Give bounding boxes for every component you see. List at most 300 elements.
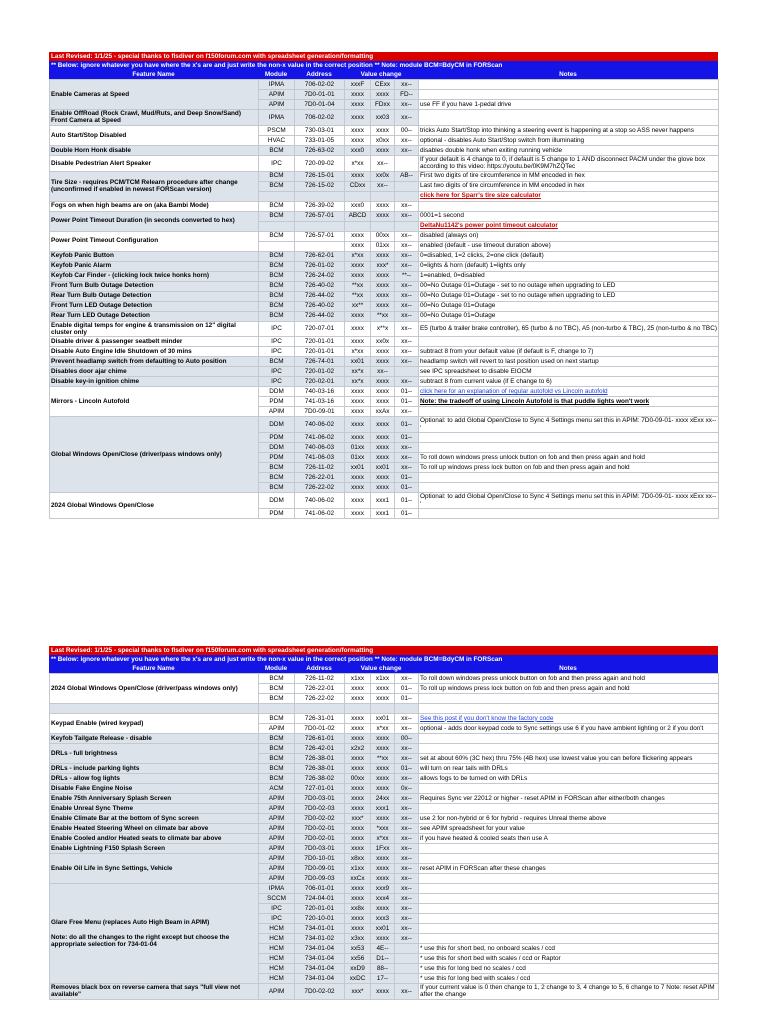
module-cell: BCM xyxy=(259,281,295,291)
notes-cell xyxy=(419,493,719,509)
value-cell: xxxx xyxy=(345,171,371,181)
table-row xyxy=(50,201,719,211)
value-cell: xx-- xyxy=(395,443,419,453)
notes-cell xyxy=(419,964,719,974)
address-cell: 740-06-02 xyxy=(295,417,345,433)
notes-cell xyxy=(419,321,719,337)
module-cell: PSCM xyxy=(259,125,295,135)
address-cell: 726-15-02 xyxy=(295,181,345,191)
value-cell: xxxx xyxy=(371,473,395,483)
value-cell: xx** xyxy=(345,301,371,311)
notes-cell xyxy=(419,764,719,774)
notes-text: headlamp switch will revert to last position used on next startup xyxy=(420,358,599,366)
value-cell xyxy=(371,704,395,714)
module-cell: APIM xyxy=(259,984,295,1000)
notes-text: use FF if you have 1-pedal drive xyxy=(420,100,512,108)
module-cell: BCM xyxy=(259,744,295,754)
value-cell: xx*x xyxy=(345,377,371,387)
value-cell: xx-- xyxy=(395,714,419,724)
table-row xyxy=(50,321,719,337)
module-cell: BCM xyxy=(259,473,295,483)
value-cell: xxCx xyxy=(345,874,371,884)
notes-cell xyxy=(419,337,719,347)
address-cell: 726-22-02 xyxy=(295,694,345,704)
value-cell: xx-- xyxy=(395,291,419,301)
address-cell xyxy=(295,704,345,714)
feature-name-cell: Enable Cooled and/or Heated seats to climate bar above xyxy=(50,834,259,844)
value-cell: xxxx xyxy=(345,834,371,844)
notes-cell xyxy=(419,397,719,407)
value-cell: xx-- xyxy=(395,407,419,417)
table-row xyxy=(50,311,719,321)
value-cell: xx56 xyxy=(345,954,371,964)
address-cell: 724-04-01 xyxy=(295,894,345,904)
address-cell: 726-62-01 xyxy=(295,251,345,261)
value-cell: 01-- xyxy=(395,417,419,433)
value-cell: xxxx xyxy=(371,251,395,261)
module-cell: BCM xyxy=(259,774,295,784)
notes-cell xyxy=(419,387,719,397)
address-cell: 7D0-02-01 xyxy=(295,834,345,844)
value-cell xyxy=(395,944,419,954)
table-row xyxy=(50,125,719,135)
notes-cell xyxy=(419,211,719,221)
address-cell: 726-38-01 xyxy=(295,764,345,774)
notes-text: 0=disabled, 1=2 clicks, 2=one click (default) xyxy=(420,252,544,260)
notes-cell xyxy=(419,734,719,744)
value-cell: xxxx xyxy=(371,357,395,367)
address-cell: 727-01-01 xyxy=(295,784,345,794)
address-cell: 720-01-01 xyxy=(295,347,345,357)
module-cell: BCM xyxy=(259,754,295,764)
value-cell: xxxx xyxy=(345,321,371,337)
module-cell: IPC xyxy=(259,914,295,924)
notes-text: see APIM spreadsheet for your value xyxy=(420,824,525,832)
module-cell: ACM xyxy=(259,784,295,794)
value-cell: xxxx xyxy=(371,984,395,1000)
notes-cell xyxy=(419,135,719,145)
notes-text: optional - adds door keypad code to Sync settings use 6 if you have ambient lighting or 2 if you don't xyxy=(420,724,704,732)
notes-text: optional - disables Auto Start/Stop switch from illuminating xyxy=(420,136,585,144)
address-cell: 720-01-01 xyxy=(295,904,345,914)
notes-text: 00=No Outage 01=Outage xyxy=(420,302,496,310)
table-row xyxy=(50,714,719,724)
notes-cell xyxy=(419,125,719,135)
value-cell: xxxF xyxy=(345,80,371,90)
value-cell: 1Fxx xyxy=(371,844,395,854)
value-cell: 01-- xyxy=(395,397,419,407)
address-cell: 720-09-02 xyxy=(295,155,345,171)
address-cell: 741-03-16 xyxy=(295,397,345,407)
feature-name-cell: Enable Climate Bar at the bottom of Sync screen xyxy=(50,814,259,824)
address-cell: 741-06-02 xyxy=(295,509,345,519)
notes-text: Optional: to add Global Open/Close to Sync 4 Settings menu set this in APIM: 7D0-09-01- xxxx xExx xx--' xyxy=(420,417,717,432)
notes-cell xyxy=(419,483,719,493)
value-cell: xxxx xyxy=(371,854,395,864)
value-cell: 4E-- xyxy=(371,944,395,954)
value-cell: xxxx xyxy=(371,301,395,311)
notes-text: To roll up windows press lock button on fob and then press again and hold xyxy=(420,684,630,692)
address-cell: 726-42-01 xyxy=(295,744,345,754)
module-cell: PDM xyxy=(259,433,295,443)
value-cell: xxxx xyxy=(371,125,395,135)
value-cell: xxxx xyxy=(345,914,371,924)
value-cell: xx-- xyxy=(395,301,419,311)
address-cell: 734-01-04 xyxy=(295,964,345,974)
module-cell: HVAC xyxy=(259,135,295,145)
value-cell: xx-- xyxy=(395,894,419,904)
module-cell: BCM xyxy=(259,291,295,301)
address-cell: 720-01-02 xyxy=(295,367,345,377)
feature-name-header: Feature Name xyxy=(132,665,175,672)
feature-name-cell: Double Horn Honk disable xyxy=(50,145,259,155)
notes-text: Requires Sync ver 22012 or higher - reset APIM in FORScan after either/both changes xyxy=(420,794,665,802)
module-cell: BCM xyxy=(259,674,295,684)
value-cell: xx-- xyxy=(395,844,419,854)
value-cell: x*xx xyxy=(345,251,371,261)
value-cell: xx-- xyxy=(395,744,419,754)
module-cell: BCM xyxy=(259,463,295,473)
value-cell: xxxx xyxy=(371,271,395,281)
value-cell: xxx4 xyxy=(371,894,395,904)
value-cell: 01xx xyxy=(345,443,371,453)
notes-cell xyxy=(419,784,719,794)
value-cell: 17-- xyxy=(371,974,395,984)
notes-link[interactable]: See this post if you don't know the factory code xyxy=(420,714,554,722)
address-cell: 726-38-02 xyxy=(295,774,345,784)
value-cell: xxxx xyxy=(371,764,395,774)
notes-link[interactable]: click here for Sparr's tire size calculator xyxy=(420,192,541,200)
notes-link[interactable]: DeltaNu1142's power point timeout calculator xyxy=(420,222,558,230)
module-cell: APIM xyxy=(259,824,295,834)
value-cell xyxy=(395,155,419,171)
notes-cell xyxy=(419,874,719,884)
notes-text: allows fogs to be turned on with DRLs xyxy=(420,774,528,782)
value-cell: xxxx xyxy=(371,417,395,433)
value-cell: xxxx xyxy=(345,694,371,704)
address-cell: 726-40-02 xyxy=(295,301,345,311)
notes-cell xyxy=(419,231,719,241)
notes-cell xyxy=(419,984,719,1000)
table-row xyxy=(50,744,719,754)
value-cell: xxxx xyxy=(345,754,371,764)
value-cell: xxxx xyxy=(345,714,371,724)
module-cell: BCM xyxy=(259,764,295,774)
notes-cell xyxy=(419,463,719,473)
value-cell: xxxx xyxy=(371,453,395,463)
feature-name-cell: Power Point Timeout Duration (in seconds converted to hex) xyxy=(50,211,259,231)
last-revised-banner: Last Revised: 1/1/25 - special thanks to flsdiver on f150forum.com with spreadsheet generation/formatting xyxy=(49,646,718,655)
notes-cell xyxy=(419,473,719,483)
value-cell: xxxx xyxy=(345,433,371,443)
value-cell: xxxx xyxy=(345,397,371,407)
value-cell: xx-- xyxy=(395,251,419,261)
address-cell: 720-02-01 xyxy=(295,377,345,387)
value-cell: xxxx xyxy=(345,684,371,694)
feature-name-cell: Auto Start/Stop Disabled xyxy=(50,125,259,145)
notes-header: Notes xyxy=(559,665,577,672)
value-cell: xx-- xyxy=(395,231,419,241)
value-cell: xxxx xyxy=(371,281,395,291)
value-cell: xx-- xyxy=(395,884,419,894)
notes-cell xyxy=(419,201,719,211)
value-cell: 01-- xyxy=(395,694,419,704)
feature-name-cell: Power Point Timeout Configuration xyxy=(50,231,259,251)
table-row xyxy=(50,784,719,794)
notes-cell xyxy=(419,433,719,443)
value-cell: xxxx xyxy=(371,774,395,784)
feature-name-cell: Keyfob Panic Button xyxy=(50,251,259,261)
value-cell: xxxx xyxy=(345,734,371,744)
notes-cell xyxy=(419,924,719,934)
notes-text: First two digits of tire circumference in MM encoded in hex xyxy=(420,172,585,180)
feature-name-cell: Fogs on when high beams are on (aka Bambi Mode) xyxy=(50,201,259,211)
feature-name-cell: Enable 75th Anniversary Splash Screen xyxy=(50,794,259,804)
value-cell: xxxx xyxy=(371,784,395,794)
value-cell: x8xx xyxy=(345,854,371,864)
value-cell: xx-- xyxy=(395,357,419,367)
table-row xyxy=(50,417,719,433)
address-cell: 726-11-02 xyxy=(295,674,345,684)
value-cell: xxxx xyxy=(345,387,371,397)
value-cell: xxxx xyxy=(345,135,371,145)
value-cell: xxxx xyxy=(345,417,371,433)
module-cell: BCM xyxy=(259,483,295,493)
value-cell: xxxx xyxy=(371,433,395,443)
notes-text: 00=No Outage 01=Outage xyxy=(420,312,496,320)
value-cell: xxx0 xyxy=(345,201,371,211)
address-cell xyxy=(295,241,345,251)
value-cell: 00-- xyxy=(395,734,419,744)
module-cell: IPC xyxy=(259,155,295,171)
value-cell xyxy=(371,191,395,201)
value-cell: xx-- xyxy=(395,281,419,291)
value-cell: xxxx xyxy=(345,884,371,894)
module-cell: PDM xyxy=(259,509,295,519)
value-cell: xx01 xyxy=(345,463,371,473)
notes-text: Last two digits of tire circumference in MM encoded in hex xyxy=(420,182,585,190)
value-cell: xx-- xyxy=(395,904,419,914)
module-cell: BCM xyxy=(259,311,295,321)
value-cell: xx-- xyxy=(395,211,419,221)
address-cell: 726-24-02 xyxy=(295,271,345,281)
address-cell: 7D0-02-01 xyxy=(295,824,345,834)
notes-cell xyxy=(419,417,719,433)
module-cell: APIM xyxy=(259,804,295,814)
value-cell: xx-- xyxy=(395,347,419,357)
address-cell: 720-01-01 xyxy=(295,337,345,347)
address-cell: 726-74-01 xyxy=(295,357,345,367)
notes-cell xyxy=(419,914,719,924)
module-cell: PDM xyxy=(259,453,295,463)
value-cell: xxxx xyxy=(345,509,371,519)
value-cell: xxx0 xyxy=(345,145,371,155)
notes-text: * use this for short bed, no onboard scales / ccd xyxy=(420,944,555,952)
module-cell: IPMA xyxy=(259,110,295,126)
column-header-row xyxy=(49,664,718,673)
table-row xyxy=(50,884,719,894)
feature-name-cell xyxy=(50,704,259,714)
address-cell: 726-44-02 xyxy=(295,311,345,321)
notes-text: see IPC spreadsheet to disable EIOCM xyxy=(420,368,532,376)
value-cell: D1-- xyxy=(371,954,395,964)
table-row xyxy=(50,824,719,834)
table-row xyxy=(50,110,719,126)
value-cell: xx-- xyxy=(395,824,419,834)
notes-text: use 2 for non-hybrid or 6 for hybrid - requires Unreal theme above xyxy=(420,814,607,822)
value-cell: CExx xyxy=(371,80,395,90)
value-cell: xx-- xyxy=(371,181,395,191)
value-cell: xx-- xyxy=(395,241,419,251)
value-cell: xx-- xyxy=(395,834,419,844)
table-row xyxy=(50,337,719,347)
value-cell: xxxx xyxy=(371,864,395,874)
value-cell xyxy=(345,704,371,714)
value-cell: xx-- xyxy=(395,914,419,924)
module-cell: IPC xyxy=(259,337,295,347)
notes-cell xyxy=(419,191,719,201)
address-cell: 7D0-01-01 xyxy=(295,90,345,100)
address-cell: 726-15-01 xyxy=(295,171,345,181)
table-row xyxy=(50,704,719,714)
value-cell: xxxx xyxy=(345,271,371,281)
value-cell: xxxx xyxy=(371,377,395,387)
notes-cell xyxy=(419,894,719,904)
value-cell: xx-- xyxy=(395,463,419,473)
module-cell: BCM xyxy=(259,251,295,261)
table-row xyxy=(50,854,719,864)
address-cell: 740-03-16 xyxy=(295,387,345,397)
notes-cell xyxy=(419,171,719,181)
feature-name-cell: Front Turn Bulb Outage Detection xyxy=(50,281,259,291)
value-cell: xxx* xyxy=(345,814,371,824)
value-cell: xxxx xyxy=(371,145,395,155)
module-cell: HCM xyxy=(259,944,295,954)
module-cell: IPC xyxy=(259,321,295,337)
value-cell: **-- xyxy=(395,271,419,281)
value-cell: xxxx xyxy=(345,844,371,854)
table-row xyxy=(50,347,719,357)
notes-cell xyxy=(419,271,719,281)
value-cell: xx-- xyxy=(395,110,419,126)
table-row xyxy=(50,261,719,271)
value-cell: xxxx xyxy=(371,904,395,914)
value-cell: xxxx xyxy=(371,347,395,357)
address-cell: 706-02-02 xyxy=(295,110,345,126)
notes-cell xyxy=(419,884,719,894)
module-cell: BCM xyxy=(259,231,295,241)
value-cell: xxxx xyxy=(371,397,395,407)
feature-name-cell: Disable Auto Engine Idle Shutdown of 30 mins xyxy=(50,347,259,357)
notes-cell xyxy=(419,261,719,271)
notes-text: * use this for short bed with scales / ccd or Raptor xyxy=(420,954,561,962)
notes-cell xyxy=(419,714,719,724)
feature-name-cell: Keyfob Panic Alarm xyxy=(50,261,259,271)
value-cell: xx-- xyxy=(395,924,419,934)
value-cell: xxxx xyxy=(345,231,371,241)
value-cell: xxxx xyxy=(371,934,395,944)
feature-name-cell: Enable Heated Steering Wheel on climate bar above xyxy=(50,824,259,834)
value-cell: xxxx xyxy=(345,483,371,493)
table-row xyxy=(50,804,719,814)
notes-cell xyxy=(419,724,719,734)
table-row xyxy=(50,734,719,744)
notes-cell xyxy=(419,944,719,954)
notes-cell xyxy=(419,110,719,126)
value-cell: xxxx xyxy=(345,407,371,417)
address-cell: 741-06-02 xyxy=(295,433,345,443)
module-cell: HCM xyxy=(259,924,295,934)
notes-cell xyxy=(419,794,719,804)
value-cell: xxxx xyxy=(371,443,395,453)
address-cell: 7D0-09-01 xyxy=(295,407,345,417)
feature-name-cell: Disable Fake Engine Noise xyxy=(50,784,259,794)
notes-text: disabled (always on) xyxy=(420,232,479,240)
address-header: Address xyxy=(306,665,332,672)
last-revised-banner: Last Revised: 1/1/25 - special thanks to flsdiver on f150forum.com with spreadsheet generation/formatting xyxy=(49,52,718,61)
value-cell: xx-- xyxy=(395,804,419,814)
feature-name-cell: DRLs - include parking lights xyxy=(50,764,259,774)
value-cell: xx-- xyxy=(395,135,419,145)
value-cell: 88-- xyxy=(371,964,395,974)
table-row xyxy=(50,984,719,1000)
notes-text: tricks Auto Start/Stop into thinking a steering event is happening at a stop so ASS never happens xyxy=(420,126,694,134)
value-cell xyxy=(395,367,419,377)
notes-text: 00=No Outage 01=Outage - set to no outage when upgrading to LED xyxy=(420,292,616,300)
value-cell: xx03 xyxy=(371,110,395,126)
notes-cell xyxy=(419,744,719,754)
notes-cell xyxy=(419,954,719,964)
module-cell: BCM xyxy=(259,201,295,211)
notes-cell xyxy=(419,347,719,357)
module-cell: IPMA xyxy=(259,884,295,894)
module-cell xyxy=(259,221,295,231)
feature-name-cell: Front Turn LED Outage Detection xyxy=(50,301,259,311)
address-cell: 726-22-01 xyxy=(295,684,345,694)
feature-name-cell: Rear Turn LED Outage Detection xyxy=(50,311,259,321)
table-row xyxy=(50,367,719,377)
value-cell: 01-- xyxy=(395,387,419,397)
address-cell: 720-07-01 xyxy=(295,321,345,337)
address-cell: 7D0-09-03 xyxy=(295,874,345,884)
feature-name-cell: Mirrors - Lincoln Autofold xyxy=(50,387,259,417)
value-cell: xx-- xyxy=(395,854,419,864)
table-row xyxy=(50,155,719,171)
value-cell: xx*x xyxy=(345,367,371,377)
module-cell: APIM xyxy=(259,407,295,417)
notes-link[interactable]: click here for an explanation of regular autofold vs Lincoln autofold xyxy=(420,388,608,396)
notes-text: * use this for long bed with scales / ccd xyxy=(420,974,531,982)
feature-name-cell: 2024 Global Windows Open/Close xyxy=(50,493,259,519)
value-cell: FDxx xyxy=(371,100,395,110)
value-cell: 00xx xyxy=(345,774,371,784)
module-cell: APIM xyxy=(259,724,295,734)
module-cell xyxy=(259,191,295,201)
feature-name-cell: Enable digital temps for engine & transmission on 12" digital cluster only xyxy=(50,321,259,337)
value-cell: **xx xyxy=(345,281,371,291)
value-cell: 00-- xyxy=(395,125,419,135)
module-cell: IPC xyxy=(259,377,295,387)
address-cell: 733-01-05 xyxy=(295,135,345,145)
value-cell: xxx* xyxy=(371,261,395,271)
value-cell: x2x2 xyxy=(345,744,371,754)
table-row xyxy=(50,814,719,824)
notes-cell xyxy=(419,453,719,463)
notes-cell xyxy=(419,90,719,100)
feature-name-cell: Enable Oil Life in Sync Settings, Vehicle xyxy=(50,854,259,884)
value-cell: x1xx xyxy=(371,674,395,684)
value-cell: xx01 xyxy=(345,357,371,367)
